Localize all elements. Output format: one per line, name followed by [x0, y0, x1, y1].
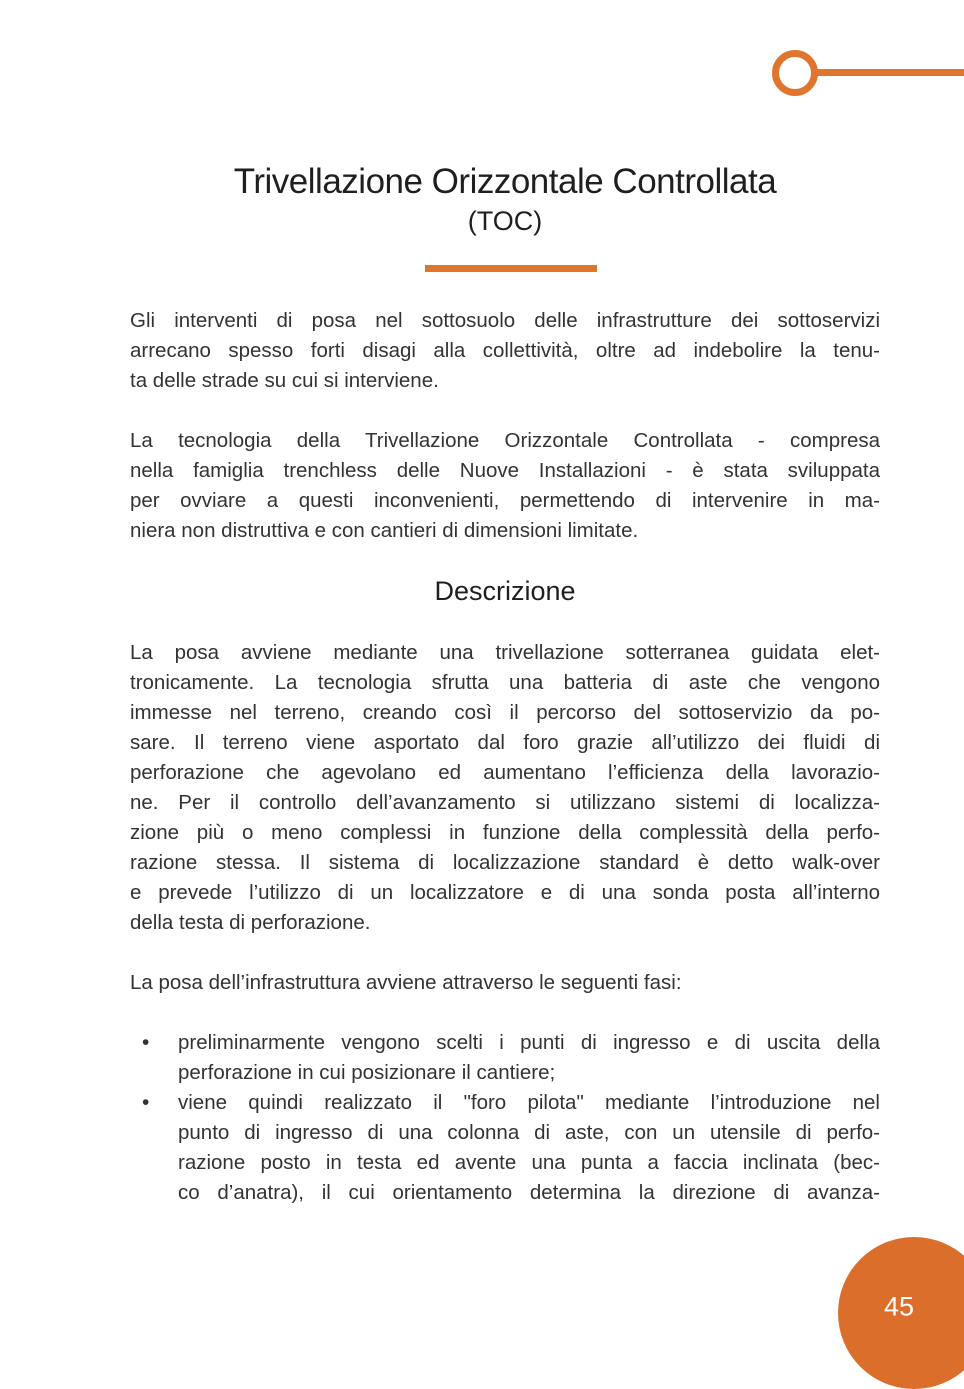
intro-paragraphs [130, 306, 880, 546]
description-paragraphs [130, 638, 880, 998]
text-line: perforazione che agevolano ed aumentano l’efficienza della lavorazio- [130, 761, 880, 784]
paragraph [130, 638, 880, 938]
title-block [130, 160, 880, 238]
text-line: La posa avviene mediante una trivellazione sotterranea guidata elet- [130, 641, 880, 664]
text-line: e prevede l’utilizzo di un localizzatore e di una sonda posta all’interno [130, 881, 880, 904]
body-content [130, 306, 880, 1208]
text-line: razione stessa. Il sistema di localizzazione standard è detto walk-over [130, 851, 880, 874]
text-line: niera non distruttiva e con cantieri di dimensioni limitate. [130, 519, 639, 542]
text-line: preliminarmente vengono scelti i punti di ingresso e di uscita della [178, 1031, 880, 1054]
bullet-icon: • [142, 1031, 150, 1054]
ring-icon [772, 50, 818, 96]
text-line: della testa di perforazione. [130, 911, 371, 934]
bullet-icon: • [142, 1091, 150, 1114]
text-line: zione più o meno complessi in funzione della complessità della perfo- [130, 821, 880, 844]
list-item [130, 1028, 880, 1088]
text-line: perforazione in cui posizionare il cantiere; [178, 1061, 556, 1084]
text-line: arrecano spesso forti disagi alla collettività, oltre ad indebolire la tenu- [130, 339, 880, 362]
text-line: co d’anatra), il cui orientamento determina la direzione di avanza- [178, 1181, 880, 1204]
text-line: nella famiglia trenchless delle Nuove Installazioni - è stata sviluppata [130, 459, 880, 482]
text-line: tronicamente. La tecnologia sfrutta una batteria di aste che vengono [130, 671, 880, 694]
text-line: sare. Il terreno viene asportato dal foro grazie all’utilizzo dei fluidi di [130, 731, 880, 754]
paragraph [130, 426, 880, 546]
text-line: ne. Per il controllo dell’avanzamento si utilizzano sistemi di localizza- [130, 791, 880, 814]
section-heading: Descrizione [434, 576, 576, 606]
paragraph [130, 968, 880, 998]
page-title: Trivellazione Orizzontale Controllata [233, 162, 777, 201]
text-line: viene quindi realizzato il "foro pilota" mediante l’introduzione nel [178, 1091, 880, 1114]
header-rule [816, 69, 964, 76]
text-line: La posa dell’infrastruttura avviene attraverso le seguenti fasi: [130, 971, 682, 994]
text-line: La tecnologia della Trivellazione Orizzontale Controllata - compresa [130, 429, 880, 452]
text-line: immesse nel terreno, creando così il percorso del sottoservizio da po- [130, 701, 880, 724]
text-line: Gli interventi di posa nel sottosuolo delle infrastrutture dei sottoservizi [130, 309, 880, 332]
text-line: punto di ingresso di una colonna di aste, con un utensile di perfo- [178, 1121, 880, 1144]
text-line: per ovviare a questi inconvenienti, permettendo di intervenire in ma- [130, 489, 880, 512]
text-line: razione posto in testa ed avente una punta a faccia inclinata (bec- [178, 1151, 880, 1174]
bullet-list [130, 1028, 880, 1208]
page-number-badge [838, 1237, 964, 1389]
title-divider [425, 265, 597, 272]
paragraph [130, 306, 880, 396]
list-item [130, 1088, 880, 1208]
page-number: 45 [883, 1291, 915, 1322]
text-line: ta delle strade su cui si interviene. [130, 369, 439, 392]
page-subtitle: (TOC) [467, 206, 543, 236]
